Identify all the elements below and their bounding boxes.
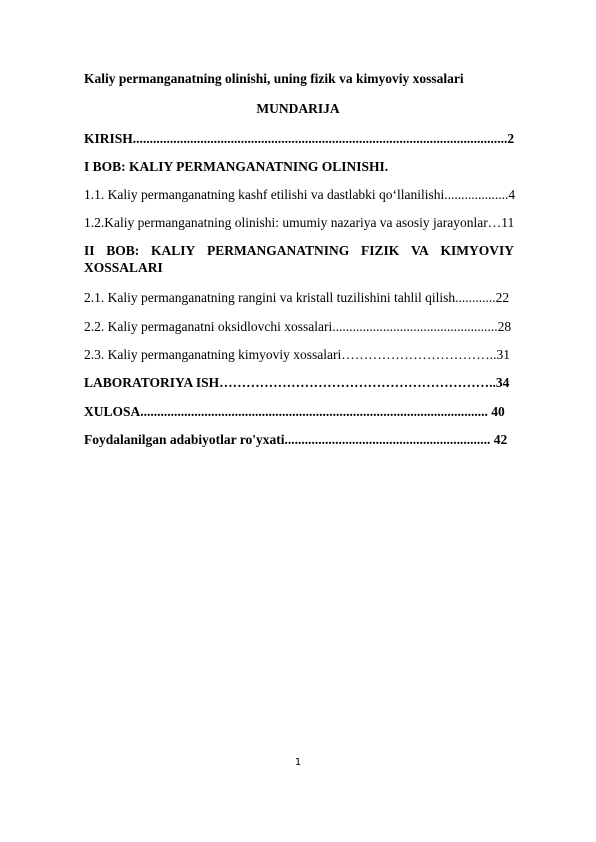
document-title: Kaliy permanganatning olinishi, uning fizik va kimyoviy xossalari (84, 71, 464, 86)
toc-entry-1-1: 1.1. Kaliy permanganatning kashf etilishi va dastlabki qo‘llanilishi...................4 (84, 187, 516, 202)
toc-chapter-2-word: VA (410, 243, 429, 258)
toc-entry-laboratoriya: LABORATORIYA ISH……………………………………………………..34 (84, 375, 510, 390)
toc-entry-xulosa: XULOSA....................................................................................................... 40 (84, 404, 505, 419)
toc-chapter-1: I BOB: KALIY PERMANGANATNING OLINISHI. (84, 159, 389, 174)
toc-entry-kirish: KIRISH...............................................................................................................2 (84, 131, 515, 146)
toc-chapter-2-word: FIZIK (360, 243, 400, 258)
toc-entry-adabiyotlar: Foydalanilgan adabiyotlar ro'yxati............................................................. 42 (84, 432, 508, 447)
page-number: 1 (294, 757, 302, 768)
toc-chapter-2-word: PERMANGANATNING (207, 243, 350, 258)
toc-heading: MUNDARIJA (256, 101, 340, 116)
toc-chapter-2-word: II (84, 243, 95, 258)
toc-entry-2-1: 2.1. Kaliy permanganatning rangini va kristall tuzilishini tahlil qilish............22 (84, 290, 510, 305)
toc-chapter-2 (84, 243, 514, 259)
toc-entry-2-3: 2.3. Kaliy permanganatning kimyoviy xossalari……………………………..31 (84, 347, 510, 362)
toc-entry-2-2: 2.2. Kaliy permaganatni oksidlovchi xossalari.................................................28 (84, 319, 512, 334)
toc-chapter-2-word: KIMYOVIY (440, 243, 514, 258)
toc-chapter-2-word: KALIY (151, 243, 196, 258)
toc-entry-1-2: 1.2.Kaliy permanganatning olinishi: umumiy nazariya va asosiy jarayonlar…11 (84, 215, 515, 230)
toc-chapter-2-word: BOB: (106, 243, 140, 258)
toc-chapter-2-continuation: XOSSALARI (84, 260, 163, 275)
